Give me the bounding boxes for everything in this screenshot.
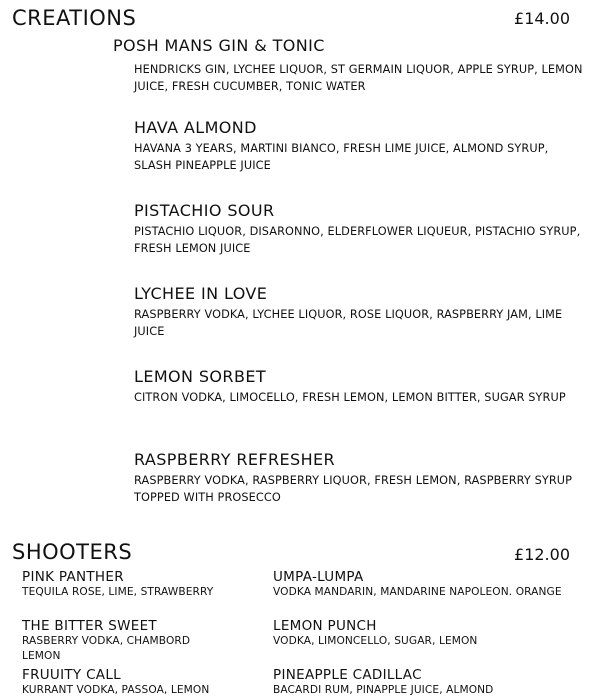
shooter-item [22,569,262,600]
creation-item [134,450,589,506]
creation-name: HAVA ALMOND [134,118,257,137]
shooter-desc: VODKA MANDARIN, MANDARINE NAPOLEON. ORANGE [273,586,562,598]
creation-name: LEMON SORBET [134,367,267,386]
creation-desc: RASPBERRY VODKA, RASPBERRY LIQUOR, FRESH LEMON, RASPBERRY SYRUP TOPPED WITH PROSECCO [134,474,573,504]
creation-desc: PISTACHIO LIQUOR, DISARONNO, ELDERFLOWER LIQUEUR, PISTACHIO SYRUP, FRESH LEMON JUICE [134,225,581,255]
shooter-item [22,667,262,698]
shooter-name: LEMON PUNCH [273,618,377,634]
creation-name: RASPBERRY REFRESHER [134,450,336,469]
shooter-name: FRUUITY CALL [22,667,121,683]
creation-name: LYCHEE IN LOVE [134,284,268,303]
creations-price: £14.00 [514,9,570,28]
shooter-item [273,569,573,600]
shooters-title: SHOOTERS [12,540,133,564]
shooter-desc: RASBERRY VODKA, CHAMBORD LEMON [22,635,191,662]
creation-item-desc-wrap [134,59,589,95]
shooter-name: THE BITTER SWEET [22,618,157,634]
creations-title: CREATIONS [12,6,137,30]
creation-item [134,367,589,406]
shooter-name: PINK PANTHER [22,569,124,585]
creation-desc: CITRON VODKA, LIMOCELLO, FRESH LEMON, LEMON BITTER, SUGAR SYRUP [134,391,566,404]
shooter-desc: BACARDI RUM, PINAPPLE JUICE, ALMOND [273,684,494,696]
creation-item [134,284,589,340]
creation-desc: RASPBERRY VODKA, LYCHEE LIQUOR, ROSE LIQUOR, RASPBERRY JAM, LIME JUICE [134,308,563,338]
creation-item [134,118,589,174]
shooter-desc: TEQUILA ROSE, LIME, STRAWBERRY [22,586,214,598]
creation-name: PISTACHIO SOUR [134,201,275,220]
shooters-price: £12.00 [514,545,570,564]
creation-name: POSH MANS GIN & TONIC [113,36,325,55]
creation-desc: HENDRICKS GIN, LYCHEE LIQUOR, ST GERMAIN LIQUOR, APPLE SYRUP, LEMON JUICE, FRESH CUCUMBER, TONIC WATER [134,63,583,93]
shooter-item [273,618,573,649]
shooter-name: PINEAPPLE CADILLAC [273,667,422,683]
shooter-item [22,618,222,664]
creation-item [113,36,568,56]
creation-desc: HAVANA 3 YEARS, MARTINI BIANCO, FRESH LIME JUICE, ALMOND SYRUP, SLASH PINEAPPLE JUICE [134,142,549,172]
shooter-name: UMPA-LUMPA [273,569,364,585]
shooter-desc: KURRANT VODKA, PASSOA, LEMON [22,684,210,696]
shooter-item [273,667,573,698]
creation-item [134,201,589,257]
shooter-desc: VODKA, LIMONCELLO, SUGAR, LEMON [273,635,478,647]
